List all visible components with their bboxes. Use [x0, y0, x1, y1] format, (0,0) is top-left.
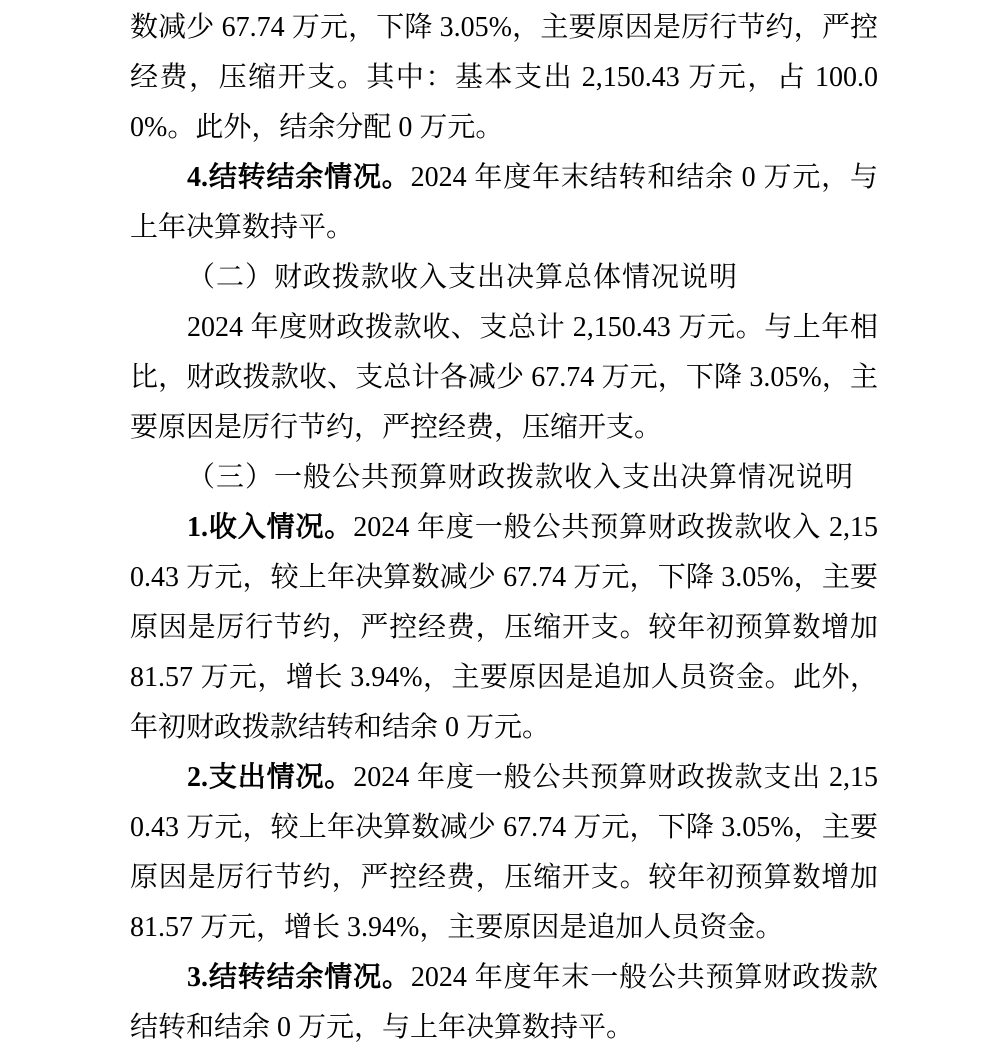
- text-run: 2024 年度年末结转和结余 0 万元，与上年决算数持平。: [130, 162, 878, 243]
- paragraph: [130, 503, 878, 753]
- text-run: 2024 年度财政拨款收、支总计 2,150.43 万元。与上年相比，财政拨款收、支总计各减少 67.74 万元，下降 3.05%，主要原因是厉行节约，严控经费，压缩开支。: [130, 312, 878, 443]
- bold-text-run: 4.结转结余情况。: [187, 162, 411, 193]
- text-run: 2024 年度年末一般公共预算财政拨款结转和结余 0 万元，与上年决算数持平。: [130, 962, 878, 1043]
- section-heading: [130, 253, 878, 303]
- text-run: （二）财政拨款收入支出决算总体情况说明: [187, 262, 739, 293]
- section-heading: [130, 453, 878, 503]
- bold-text-run: 2.支出情况。: [187, 762, 354, 793]
- text-run: 2024 年度一般公共预算财政拨款支出 2,150.43 万元，较上年决算数减少 67.74 万元，下降 3.05%，主要原因是厉行节约，严控经费，压缩开支。较年初预算数增加 81.57 万元，增长 3.94%，主要原因是追加人员资金。: [130, 762, 878, 943]
- paragraph: [130, 303, 878, 453]
- bold-text-run: 3.结转结余情况。: [187, 962, 411, 993]
- paragraph: [130, 753, 878, 953]
- document-body: [130, 3, 878, 1053]
- text-run: （三）一般公共预算财政拨款收入支出决算情况说明: [187, 462, 855, 493]
- paragraph: [130, 953, 878, 1053]
- paragraph: [130, 153, 878, 253]
- text-run: 2024 年度一般公共预算财政拨款收入 2,150.43 万元，较上年决算数减少 67.74 万元，下降 3.05%，主要原因是厉行节约，严控经费，压缩开支。较年初预算数增加 81.57 万元，增长 3.94%，主要原因是追加人员资金。此外，年初财政拨款结转和结余 0 万元。: [130, 512, 878, 743]
- paragraph: [130, 3, 878, 153]
- bold-text-run: 1.收入情况。: [187, 512, 354, 543]
- text-run: 数减少 67.74 万元，下降 3.05%，主要原因是厉行节约，严控经费，压缩开支。其中：基本支出 2,150.43 万元，占 100.00%。此外，结余分配 0 万元。: [130, 12, 878, 143]
